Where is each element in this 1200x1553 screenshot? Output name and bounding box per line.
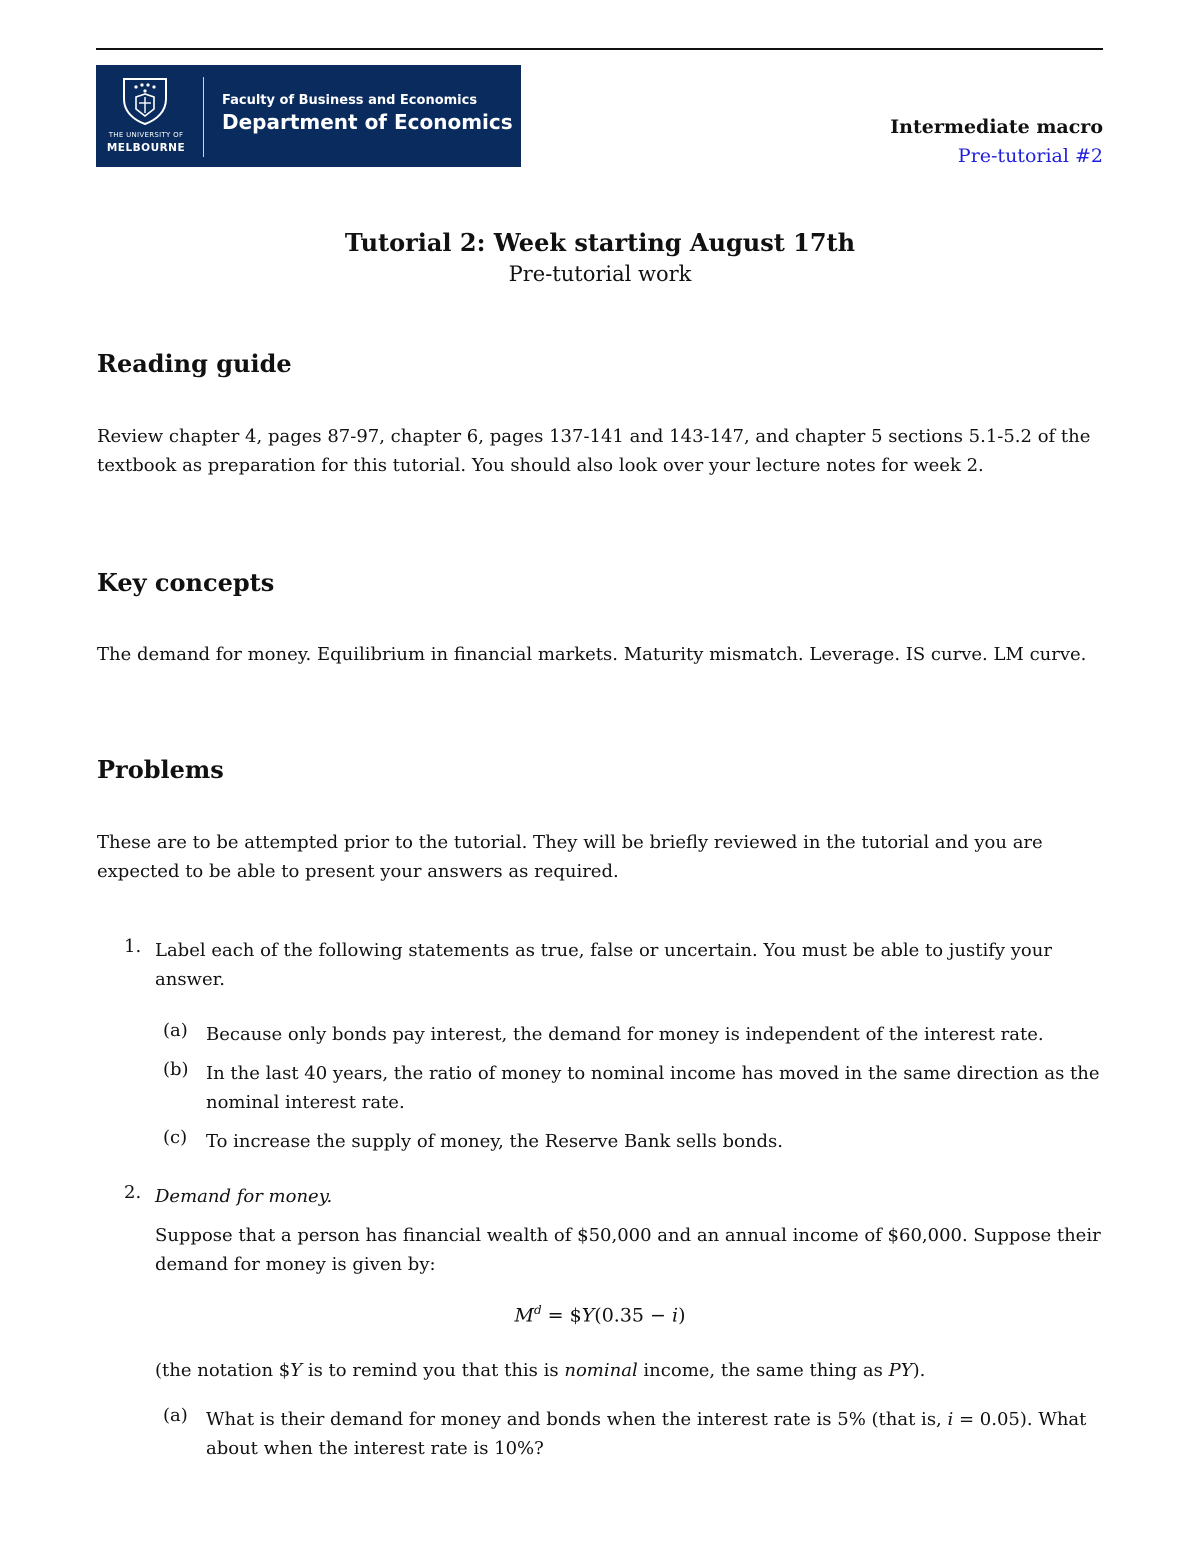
q2a-post: ). What about when the interest rate is 10%? xyxy=(206,1409,1087,1459)
eq-close: ) xyxy=(678,1304,686,1327)
question-2-text: Suppose that a person has financial wealth of $50,000 and an annual income of $60,000. Suppose their demand for money is given by: xyxy=(155,1225,1101,1275)
question-1b-text: In the last 40 years, the ratio of money to nominal income has moved in the same direction as the nominal interest rate. xyxy=(206,1063,1100,1113)
department-name: Department of Economics xyxy=(222,110,513,134)
course-name: Intermediate macro xyxy=(890,116,1103,138)
note-mid: is to remind you that this is xyxy=(302,1360,565,1381)
university-line-1: THE UNIVERSITY OF xyxy=(108,131,184,139)
q2a-i: i xyxy=(947,1409,954,1430)
question-1b-label: (b) xyxy=(163,1059,189,1080)
note-post: income, the same thing as xyxy=(637,1360,889,1381)
question-2a-label: (a) xyxy=(163,1405,188,1426)
q2a-pre: What is their demand for money and bonds when the interest rate is 5% (that is, xyxy=(206,1409,948,1430)
question-2-note xyxy=(155,1356,1102,1385)
note-nominal: nominal xyxy=(564,1360,638,1381)
question-2-title-text: Demand for money. xyxy=(155,1186,333,1207)
top-rule xyxy=(96,48,1103,50)
question-1-text: Label each of the following statements as true, false or uncertain. You must be able to justify your answer. xyxy=(155,940,1052,990)
document-title: Tutorial 2: Week starting August 17th xyxy=(344,228,856,257)
eq-m: M xyxy=(514,1304,534,1327)
question-1a-text: Because only bonds pay interest, the demand for money is independent of the interest rate. xyxy=(206,1024,1044,1045)
university-logo xyxy=(96,65,521,167)
question-2-number: 2. xyxy=(124,1182,142,1203)
key-concepts-text: The demand for money. Equilibrium in financial markets. Maturity mismatch. Leverage. IS curve. LM curve. xyxy=(97,644,1087,665)
question-2-title xyxy=(155,1182,1102,1211)
note-pre: (the notation $ xyxy=(155,1360,291,1381)
q2a-eq: = 0.05 xyxy=(953,1409,1020,1430)
note-y: Y xyxy=(290,1360,303,1381)
problems-intro: These are to be attempted prior to the tutorial. They will be briefly reviewed in the tutorial and you are expected to be able to present your answers as required. xyxy=(97,832,1043,882)
document-subtitle: Pre-tutorial work xyxy=(508,262,692,286)
eq-sup-d: d xyxy=(533,1303,542,1317)
problems-heading: Problems xyxy=(97,755,224,784)
faculty-name: Faculty of Business and Economics xyxy=(222,93,478,108)
question-1-number: 1. xyxy=(124,936,142,957)
pretutorial-link[interactable]: Pre-tutorial #2 xyxy=(957,145,1103,167)
key-concepts-heading: Key concepts xyxy=(97,568,275,597)
question-1c-text: To increase the supply of money, the Reserve Bank sells bonds. xyxy=(206,1131,783,1152)
note-end: ). xyxy=(912,1360,926,1381)
note-py: PY xyxy=(888,1360,913,1381)
money-demand-equation xyxy=(0,1303,1200,1326)
eq-i: i xyxy=(672,1304,679,1327)
question-2a-text xyxy=(206,1405,1102,1463)
eq-equals: = $ xyxy=(541,1304,582,1327)
eq-y: Y xyxy=(581,1304,595,1327)
crest-icon xyxy=(116,75,174,125)
reading-guide-heading: Reading guide xyxy=(97,349,292,378)
reading-guide-text: Review chapter 4, pages 87-97, chapter 6, pages 137-141 and 143-147, and chapter 5 sections 5.1-5.2 of the textbook as preparation for this tutorial. You should also look over your lecture notes for week 2. xyxy=(97,426,1091,476)
university-line-2: MELBOURNE xyxy=(106,142,186,154)
question-1a-label: (a) xyxy=(163,1020,188,1041)
question-1c-label: (c) xyxy=(163,1127,188,1148)
eq-open: (0.35 − xyxy=(594,1304,672,1327)
logo-divider xyxy=(203,77,204,157)
